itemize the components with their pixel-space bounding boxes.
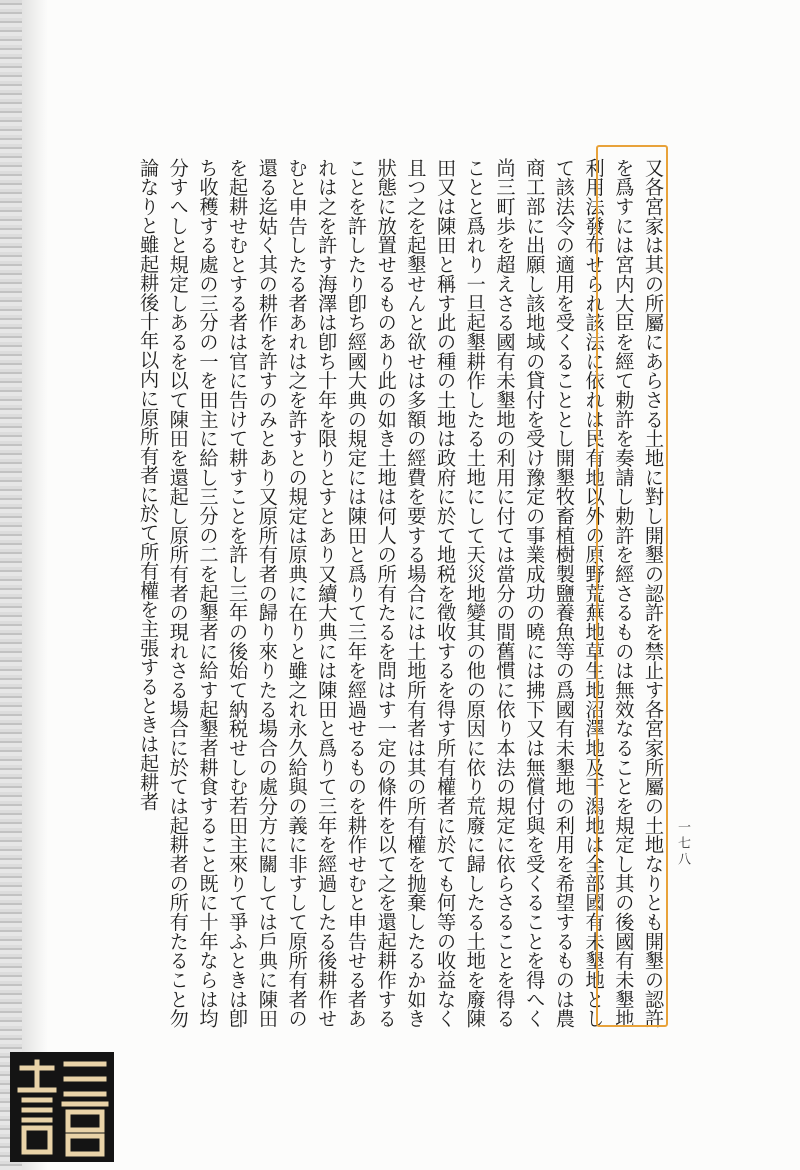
seal-logo-icon (10, 1052, 114, 1162)
binding-shadow (22, 0, 48, 1170)
page-number: 一七八 (675, 820, 690, 868)
binding-edge (0, 0, 22, 1170)
vertical-text-block (108, 158, 668, 1028)
paragraph: 又各宮家は其の所屬にあらさる土地に對し開墾の認許を禁止す各宮家所屬の土地なりとも開墾の認許を爲すには宮内大臣を經て勅許を奏請し勅許を經さるものは無效なることを規定し其の後國有未墾地利用法發布せられ該法に依れは民有地以外の原野荒蕪地草生地沼澤地及干潟地は全部國有未墾地として該法令の適用を受くることとし開墾牧畜植樹製鹽養魚等の爲國有未墾地の利用を希望するものは農商工部に出願し該地域の貸付を受け豫定の事業成功の曉には拂下又は無償付與を受くることを得へく尚三町歩を超えさる國有未墾地の利用に付ては當分の間舊慣に依り本法の規定に依らさることを得ることと爲れり一旦起墾耕作したる土地にして天災地變其の他の原因に依り荒廢に歸したる土地を廢陳田又は陳田と稱す此の種の土地は政府に於て地税を徵收するを得す所有權者に於ても何等の收益なく且つ之を起墾せんと欲せは多額の經費を要する場合には土地所有者は其の所有權を抛棄したるか如き狀態に放置せるものあり此の如き土地は何人の所有たるを問はす一定の條件を以て之を還起耕作することを許したり卽ち經國大典の規定には陳田と爲りて三年を經過せるものを耕作せむと申告せる者あれは之を許す海澤は卽ち十年を限りとすとあり又續大典には陳田と爲りて三年を經過したる後耕作せむと申告したる者あれは之を許すとの規定は原典に在りと雖之れ永久給與の義に非すして原所有者の還る迄姑く其の耕作を許すのみとあり又原所有者の歸り來りたる場合の處分方に關しては戶典に陳田を起耕せむとする者は官に告けて耕すことを許し三年の後始て納税せしむ若田主來りて爭ふときは卽ち收穫する處の三分の一を田主に給し三分の二を起墾者に給す起墾者耕食すること既に十年ならは均分すへしと規定しあるを以て陳田を還起し原所有者の現れさる場合に於ては起耕者の所有たること勿論なりと雖起耕後十年以内に原所有者に於て所有權を主張するときは起耕者 (137, 158, 665, 1028)
